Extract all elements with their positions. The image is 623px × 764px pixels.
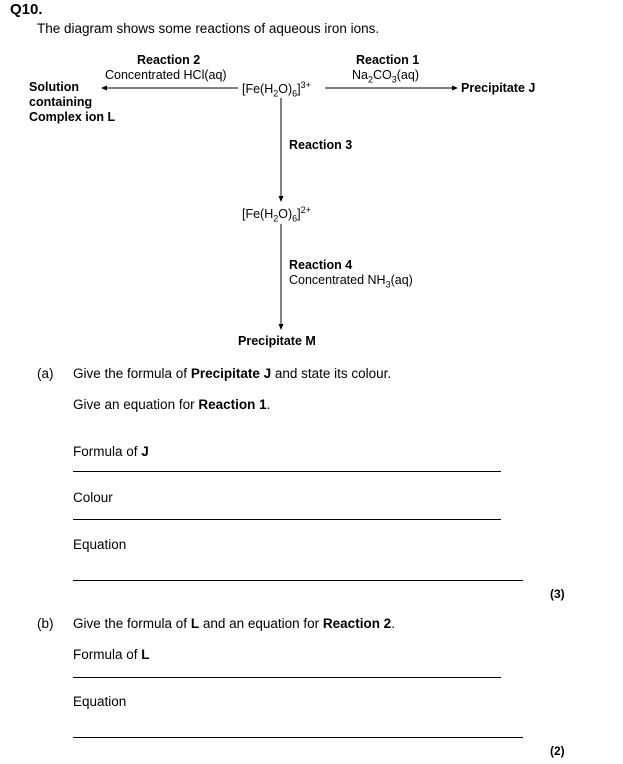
reaction3-label: Reaction 3 [289, 138, 353, 152]
part-a-question-1: Give the formula of Precipitate J and state its colour. [73, 366, 392, 381]
fe2-complex: $[Fe(H_2O)_6]^{2+}$ [242, 204, 311, 224]
equation-a-label: Equation [73, 537, 127, 552]
reaction1-label: Reaction 1 [356, 53, 420, 67]
equation-b-label: Equation [73, 694, 127, 709]
question-number: Q10. [10, 1, 43, 18]
reaction4-label: Reaction 4 [289, 258, 353, 272]
formula-j-label: Formula of J [73, 444, 149, 459]
part-a-marks: (3) [550, 587, 565, 601]
precipitate-m-label: Precipitate M [238, 334, 316, 348]
reaction1-reagent: $Na_2CO_3(aq)$ [352, 68, 419, 85]
formula-l-answer-line[interactable] [73, 677, 501, 678]
colour-answer-line[interactable] [73, 519, 501, 520]
solution-label: Solution containing Complex ion L [29, 80, 116, 124]
part-b-question: Give the formula of L and an equation for Reaction 2. [73, 616, 395, 631]
reaction2-arrow [100, 83, 240, 93]
formula-l-label: Formula of L [73, 647, 150, 662]
equation-a-answer-line[interactable] [73, 580, 523, 581]
reaction4-arrow [276, 224, 286, 332]
reaction2-reagent: Concentrated HCl(aq) [105, 68, 227, 82]
part-a-question-2: Give an equation for Reaction 1. [73, 397, 271, 412]
equation-b-answer-line[interactable] [73, 737, 523, 738]
part-b-marks: (2) [550, 744, 565, 758]
formula-j-answer-line[interactable] [73, 471, 501, 472]
part-a-label: (a) [37, 366, 54, 381]
reaction3-arrow [276, 98, 286, 204]
colour-label: Colour [73, 490, 113, 505]
reaction1-arrow [325, 83, 460, 93]
part-b-label: (b) [37, 616, 54, 631]
reaction4-reagent: Concentrated $NH_3(aq)$ [289, 273, 413, 290]
fe3-complex: $[Fe(H_2O)_6]^{3+}$ [242, 79, 311, 99]
reaction2-label: Reaction 2 [137, 53, 201, 67]
intro-text: The diagram shows some reactions of aqueous iron ions. [37, 21, 380, 36]
precipitate-j-label: Precipitate J [461, 81, 536, 95]
